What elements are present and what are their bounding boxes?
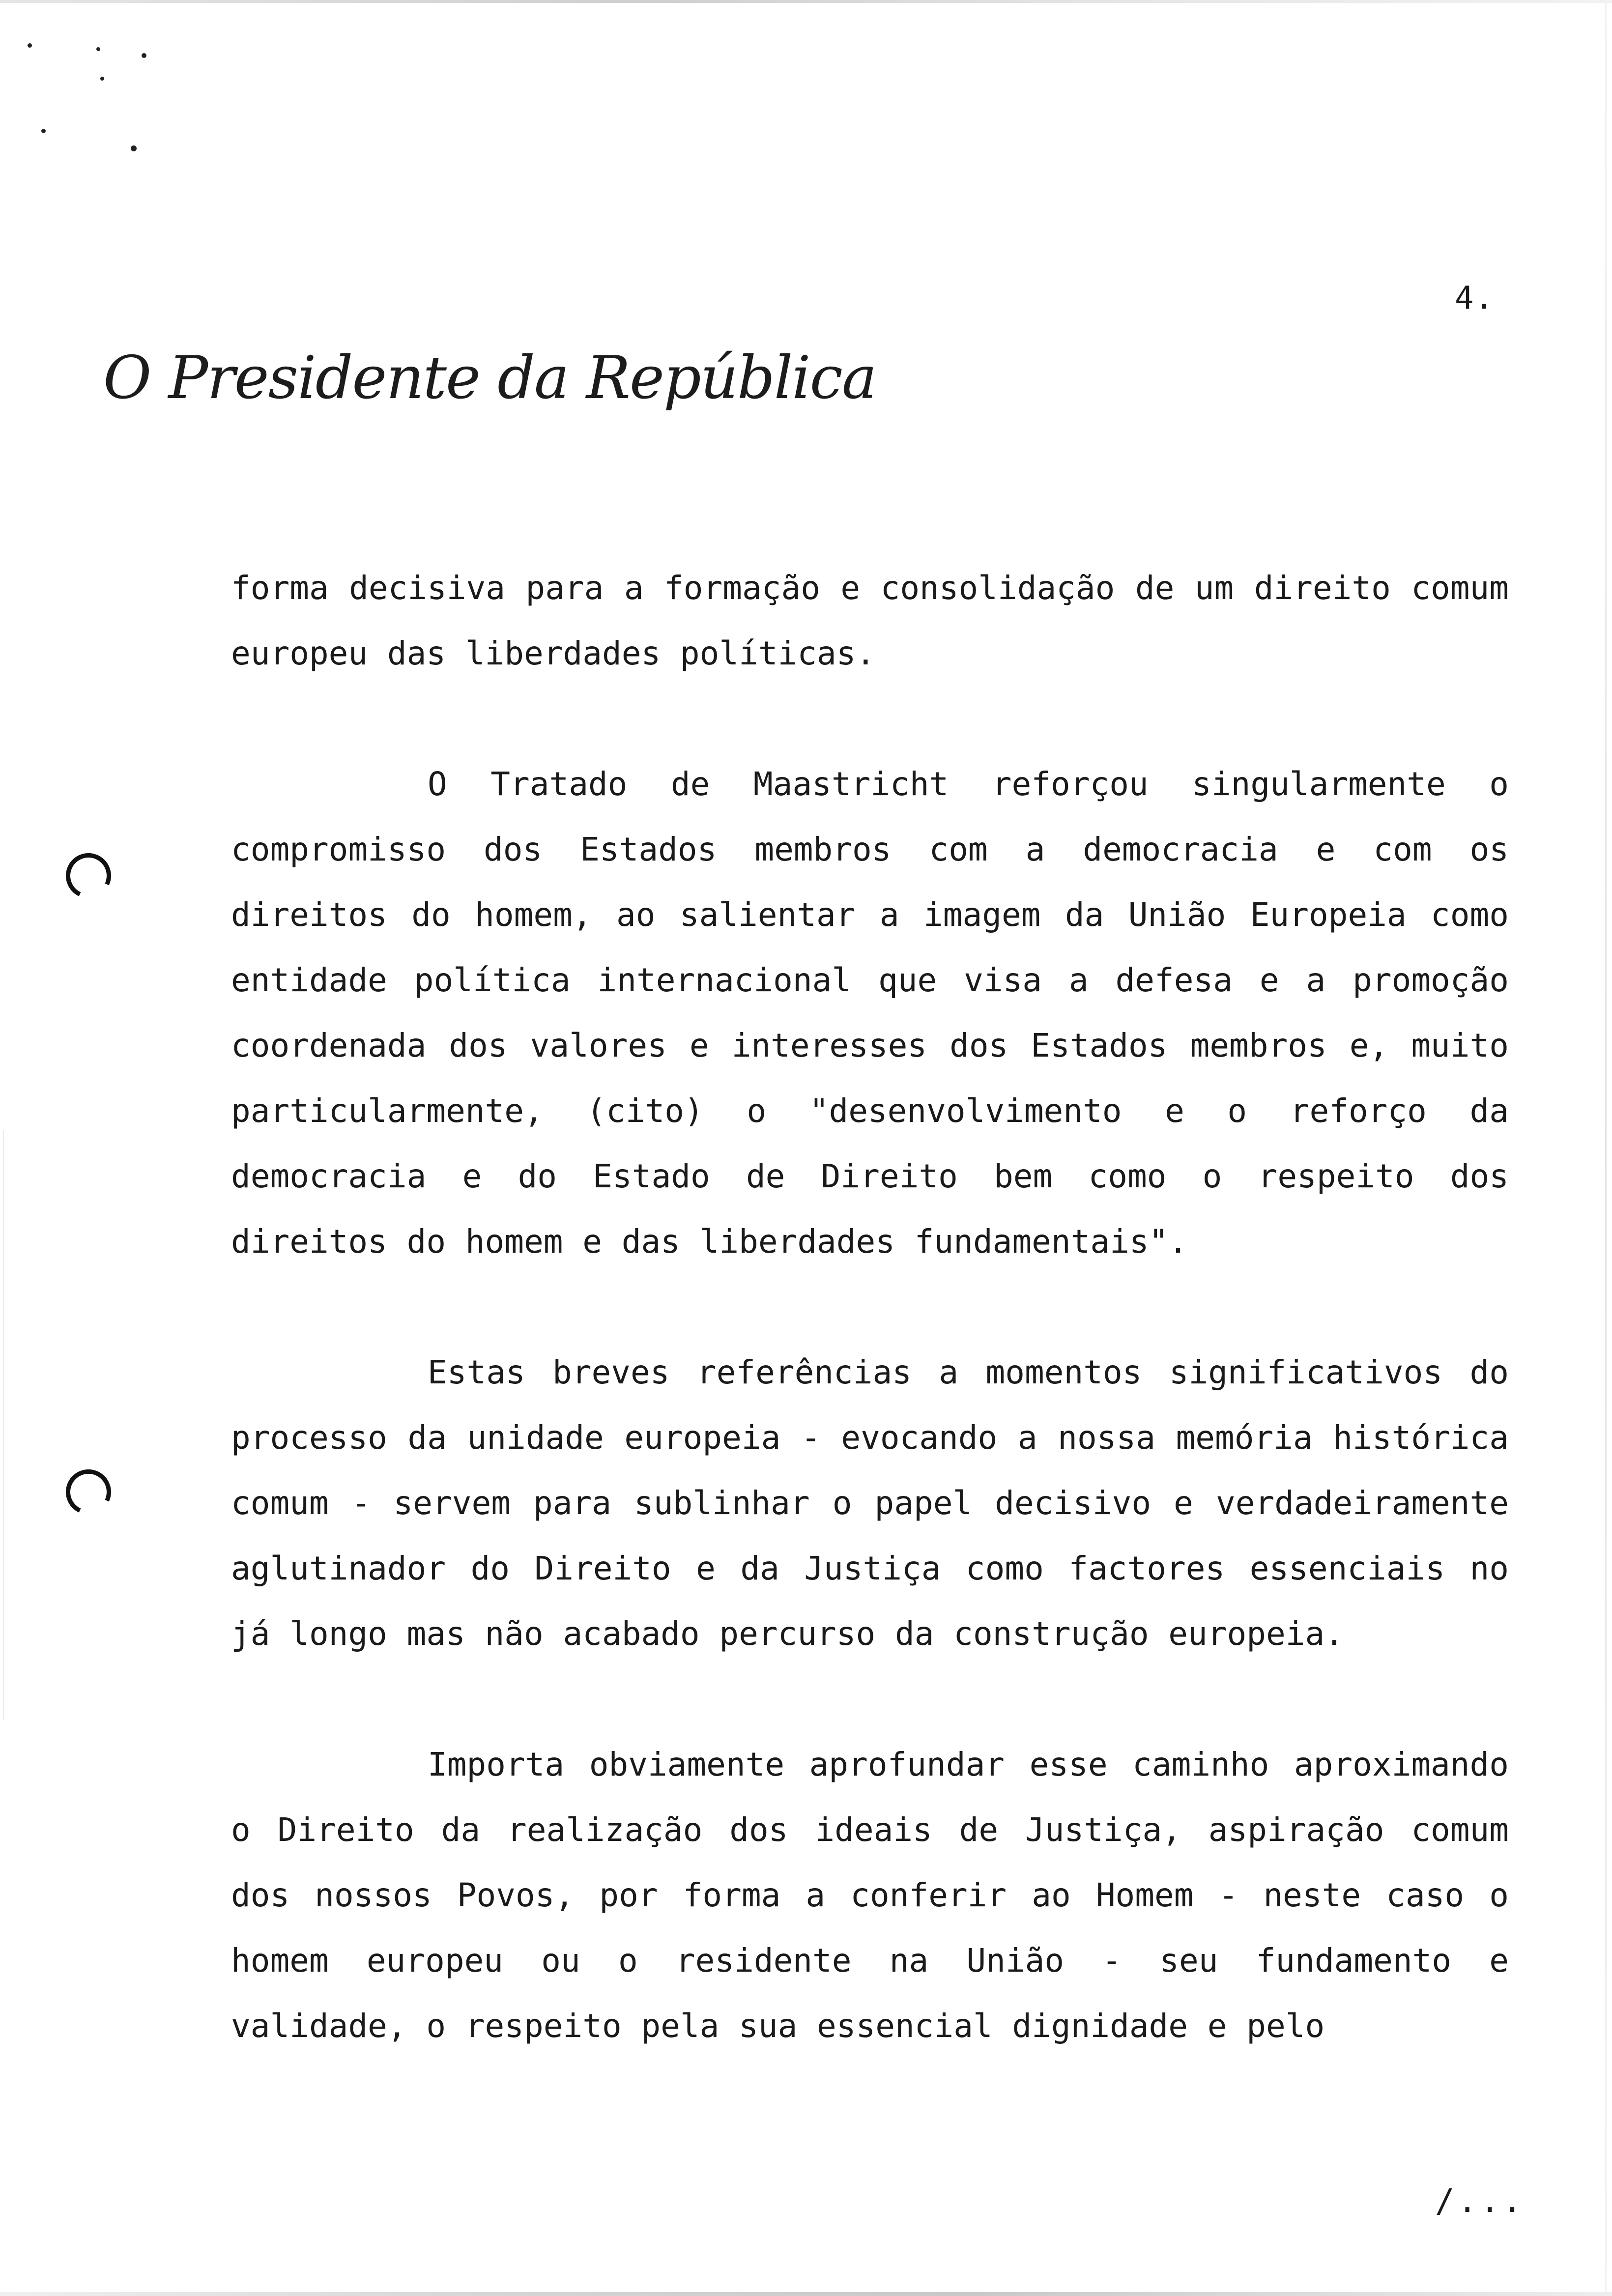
- scan-top-edge: [0, 0, 1612, 3]
- body-text: [231, 555, 1509, 2059]
- scan-left-edge: [3, 1130, 4, 1720]
- scan-speck: [142, 53, 146, 58]
- paragraph: forma decisiva para a formação e consolidação de um direito comum europeu das liberdades políticas.: [231, 569, 1509, 672]
- scan-speck: [131, 145, 137, 151]
- continuation-marker: /...: [1435, 2182, 1525, 2220]
- paragraph: Importa obviamente aprofundar esse caminho aproximando o Direito da realização dos ideais de Justiça, aspiração comum dos nossos Povos, por forma a conferir ao Homem - neste caso o homem europeu ou o residente na União - seu fundamento e validade, o respeito pela sua essencial dignidade e pelo: [231, 1746, 1509, 2045]
- scan-speck: [96, 47, 100, 51]
- paragraph: Estas breves referências a momentos significativos do processo da unidade europeia - evocando a nossa memória histórica comum - servem para sublinhar o papel decisivo e verdadeiramente aglutinador do Direito e da Justiça como factores essenciais no já longo mas não acabado percurso da construção europeia.: [231, 1353, 1509, 1653]
- punch-hole-icon: [59, 847, 117, 905]
- scan-speck: [100, 77, 104, 81]
- letterhead-signature: O Presidente da República: [103, 344, 876, 412]
- punch-hole-icon: [59, 1463, 117, 1521]
- scan-bottom-edge: [0, 2292, 1612, 2296]
- scan-speck: [28, 43, 32, 48]
- paragraph: O Tratado de Maastricht reforçou singularmente o compromisso dos Estados membros com a democracia e com os direitos do homem, ao salientar a imagem da União Europeia como entidade política internacional que visa a defesa e a promoção coordenada dos valores e interesses dos Estados membros e, muito particularmente, (cito) o "desenvolvimento e o reforço da democracia e do Estado de Direito bem como o respeito dos direitos do homem e das liberdades fundamentais".: [231, 765, 1509, 1261]
- page-number: 4.: [1455, 280, 1495, 316]
- scan-right-edge: [1605, 0, 1607, 2296]
- scan-speck: [41, 129, 46, 133]
